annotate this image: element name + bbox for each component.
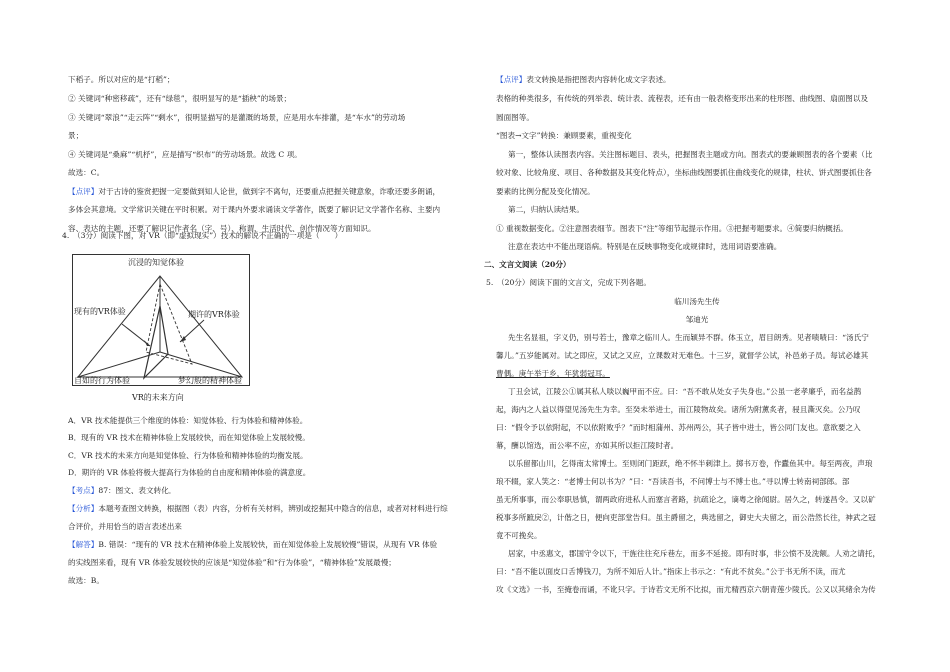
label-expected-vr: 期许的VR体验	[188, 310, 240, 319]
axis-left	[78, 352, 160, 377]
expected-vr-shape	[146, 284, 192, 364]
passage-line: 曰：“吾不能以面皮口舌博钱刀，为所不知后人计。”指床上书示之：“有此不贫矣。”公于书无所不读，而尤	[496, 567, 846, 576]
dianping-text: 表文转换是指把图表内容转化成文字表述。	[526, 75, 671, 84]
option-d: D．期许的 VR 体验将极大提高行为体验的自由度和精神体验的满意度。	[68, 468, 311, 477]
current-vr-shape	[144, 306, 168, 378]
fenxi-text: 本题考查图文转换，根据图（表）内容，分析有关材料，辨别或挖掘其中隐含的信息，或者对材料进行综	[98, 504, 448, 513]
answer-line: 故选：C。	[68, 168, 105, 177]
passage-line: 以乐留都山川，乞得南太常博士。至则闭门距跃，绝不怀半刺津上。掷书万卷，作蠹鱼其中。每至两夜，声琅	[508, 459, 873, 468]
dianping-line: 多体会其意境。文学常识关键在平时积累。对于课内外要求诵读文学著作，既要了解识记文学著作名称、主要内	[68, 205, 441, 214]
question-5: 5. （20分）阅读下面的文言文，完成下列各题。	[486, 278, 651, 287]
passage-line: 虽无所事事，而公奉职恳慎，谓两政府进私人而塞言者路，抗疏论之，谪粤之徐闻尉。居久之，转遂昌令。又以矿	[496, 495, 876, 504]
kaodian-line	[68, 486, 470, 496]
dianping-tag: 【点评】	[496, 75, 527, 84]
answer-line: ④ 关键词是“桑麻”“机杼”，应是描写“织布”的劳动场景。故选 C 项。	[68, 150, 302, 159]
para-line: 圆面图等。	[496, 113, 534, 122]
para-line: 表格的种类很多，有传统的列举表、统计表、流程表，还有由一般表格变形出来的柱形图、曲线图、扇面图以及	[496, 94, 869, 103]
passage-line: 馨儿。”五岁能属对。试之即应，又试之又应，立课数对无难色。十三岁，就督学公试，补邑弟子员。每试必雄其	[496, 351, 869, 360]
note-line: 注意在表达中不能出现语病。特别是在反映事物变化或规律时，选用词语要准确。	[508, 242, 782, 251]
jieda-line: 的实线图来看，现有 VR 体验发展较快的应该是“知觉体验”和“行为体验”，“精神体验”发展最慢；	[68, 558, 396, 567]
answer-line: 景；	[68, 131, 84, 140]
passage-title: 临川汤先生传	[674, 297, 720, 306]
para-line: 要素的比例分配及变化情况。	[496, 187, 595, 196]
passage-line: 居家，中丞惠文，郡国守令以下，干旌往往充斥巷左，而多不延接。即有时事，非公愤不及洗额。人劝之请托，	[508, 549, 881, 558]
vr-diagram	[72, 254, 250, 404]
passage-line: 琅不辍，家人笑之：“老博士何以书为？”曰：“吾读吾书，不问博士与不博士也。”寻以博士转南祠部郎。部	[496, 477, 850, 486]
kaodian-text: 87：图文、表文转化．	[98, 486, 177, 495]
fenxi-line	[68, 504, 470, 514]
dianping-line	[496, 75, 898, 85]
left-arrow-head	[144, 340, 150, 346]
label-behavior: 自如的行为体验	[74, 376, 130, 385]
option-a: A．VR 技术能提供三个维度的体验：知觉体验、行为体验和精神体验。	[68, 416, 308, 425]
passage-line: 幕，酬以馆选，而公率不应，亦如其所以拒江陵时者。	[496, 441, 679, 450]
passage-author: 邹迪光	[685, 315, 709, 324]
tips-line: ① 重视数据变化。②注意图表细节。图表下“注”等细节起提示作用。③把握考题要求。④简要归纳概括。	[496, 224, 848, 233]
label-current-vr: 现有的VR体验	[74, 307, 126, 316]
label-spirit: 梦幻般的精神体验	[178, 376, 242, 385]
passage-line: 丁丑会试，江陵公①属其私人啖以巍甲而不应。曰：“吾不敢从处女子失身也。”公虽一老孝廉乎，而名益鹊	[508, 387, 862, 396]
para-line: 较对象、比较角度、项目、各种数据及其变化特点），坐标曲线图要抓住曲线变化的规律，柱状、饼式图要抓住各	[496, 168, 872, 177]
para-line: 第二，归纳认读结果。	[508, 205, 584, 214]
fenxi-tag: 【分析】	[68, 504, 99, 513]
option-b: B．现有的 VR 技术在精神体验上发展较快，而在知觉体验上发展较慢。	[68, 433, 310, 442]
dianping-text: 对于古诗的鉴赏把握一定要做到知人论世，做到字不离句，还要重点把握关键意象，诈歌还要多朗诵，	[98, 187, 441, 196]
answer-line: 下稻子。所以对应的是“打稻”；	[68, 75, 175, 84]
label-perception: 沉浸的知觉体验	[128, 258, 184, 267]
passage-line: 先生名显祖，字义仍，别号若士，豫章之临川人。生而颖异不群。体玉立，眉目朗秀。见者啧啧曰：“汤氏宁	[508, 333, 869, 342]
jieda-line	[68, 540, 470, 550]
passage-line: 税事多所蹠戾②，计偕之日，便向吏部堂告归。虽主爵留之，典选留之，御史大夫留之，而公浩然长往，神武之冠	[496, 513, 876, 522]
passage-line: 曰：“假令予以依附起，不以依附败乎？”而时相蒲州、苏州两公，其子皆中进士，皆公同门友也。意欲要之入	[496, 423, 861, 432]
kaodian-tag: 【考点】	[68, 486, 99, 495]
answer-line: ② 关键词“种密移疏”，还有“绿毯”，很明显写的是“插秧”的场景；	[68, 94, 292, 103]
transform-line: “图表→文字”转换：兼顾要素，重视变化	[496, 131, 632, 140]
passage-line: 攻《文选》一书，至掩卷而诵，不讹只字。于诗若文无所不比拟，而尤精西京六朝青莲少陵氏。公又以其緒余为传	[496, 585, 876, 594]
passage-line: 起，海内之人益以得望见汤先生为幸。至癸未举进士，而江陵物故矣。诸所为附薰炙者，骎且澌灭矣。公乃叹	[496, 405, 861, 414]
axis-right	[160, 352, 242, 377]
diagram-caption: VR的未来方向	[132, 393, 184, 402]
answer-line: ③ 关键词“翠浪”“走云阵”“剩水”，很明显描写的是灌溉的场景，应是用水车排灌，是“车水”的劳动场	[68, 113, 406, 122]
passage-line: 竟不可挽矣。	[496, 531, 542, 540]
dianping-line: 容、表达的主题，还要了解识记作者名（字、号）、称谓、生活时代、创作情况等方面知识。	[68, 224, 376, 233]
jieda-tag: 【解答】	[68, 540, 99, 549]
para-line: 第一，整体认读图表内容。关注图标题目、表头，把握图表主题或方向。图表式的要兼顾图表的各个要素（比	[508, 150, 873, 159]
section-heading: 二、文言文阅读（20分）	[484, 260, 571, 269]
passage-line: 曹偶。庚午举于乡，年犹弱冠耳。	[496, 369, 610, 378]
dianping-line	[68, 187, 470, 197]
jieda-line: 故选：B。	[68, 576, 104, 585]
question-4: 4. （3分）阅读下图，对 VR（即“虚拟现实”）技术的解说不正确的一项是（ ）	[62, 231, 343, 240]
fenxi-line: 合评价，并用恰当的语言表述出来	[68, 522, 182, 531]
jieda-text: B. 错误：“现有的 VR 技术在精神体验上发展较快，而在知觉体验上发展较慢”错误，从现有 VR 体验	[98, 540, 438, 549]
option-c: C．VR 技术的未来方向是知觉体验、行为体验和精神体验的均衡发展。	[68, 451, 308, 460]
dianping-tag: 【点评】	[68, 187, 99, 196]
